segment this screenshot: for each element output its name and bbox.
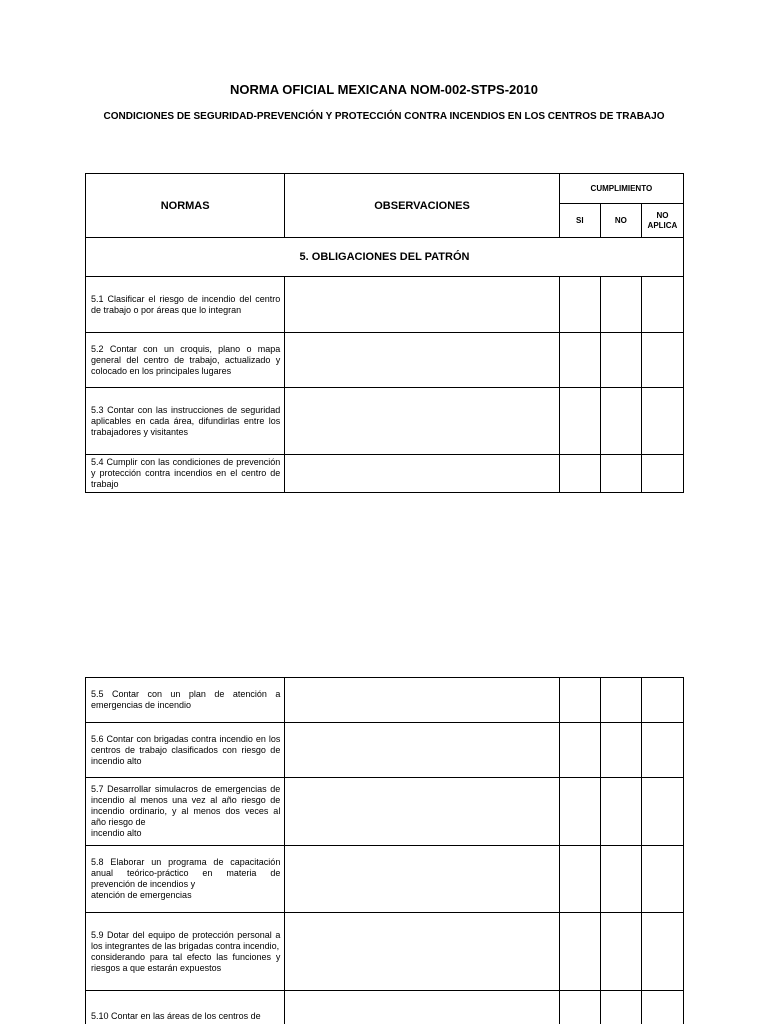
no-cell[interactable]	[600, 388, 641, 455]
norm-text: 5.4 Cumplir con las condiciones de prevención y protección contra incendios en el centro de trabajo	[86, 455, 285, 493]
si-cell[interactable]	[559, 913, 600, 991]
no-aplica-cell[interactable]	[641, 333, 683, 388]
si-cell[interactable]	[559, 277, 600, 333]
observation-cell[interactable]	[285, 388, 559, 455]
observation-cell[interactable]	[285, 455, 559, 493]
no-aplica-cell[interactable]	[641, 846, 683, 913]
si-cell[interactable]	[559, 846, 600, 913]
table-row	[86, 388, 684, 455]
table-row	[86, 455, 684, 493]
observation-cell[interactable]	[285, 333, 559, 388]
header-cumplimiento: CUMPLIMIENTO	[559, 174, 683, 204]
table-row	[86, 333, 684, 388]
no-cell[interactable]	[600, 778, 641, 846]
header-no-aplica: NO APLICA	[641, 204, 683, 238]
si-cell[interactable]	[559, 778, 600, 846]
si-cell[interactable]	[559, 455, 600, 493]
norm-text: 5.3 Contar con las instrucciones de seguridad aplicables en cada área, difundirlas entre los trabajadores y visitantes	[86, 388, 285, 455]
no-aplica-cell[interactable]	[641, 723, 683, 778]
header-observaciones: OBSERVACIONES	[285, 174, 559, 238]
section-row	[86, 238, 684, 277]
si-cell[interactable]	[559, 991, 600, 1024]
no-cell[interactable]	[600, 991, 641, 1024]
no-aplica-cell[interactable]	[641, 913, 683, 991]
table-row	[86, 678, 684, 723]
norm-text: 5.2 Contar con un croquis, plano o mapa general del centro de trabajo, actualizado y colocado en los principales lugares	[86, 333, 285, 388]
no-aplica-cell[interactable]	[641, 455, 683, 493]
compliance-table-2	[85, 677, 684, 1024]
observation-cell[interactable]	[285, 723, 559, 778]
norm-text: 5.6 Contar con brigadas contra incendio en los centros de trabajo clasificados con riesgo de incendio alto	[86, 723, 285, 778]
si-cell[interactable]	[559, 678, 600, 723]
observation-cell[interactable]	[285, 778, 559, 846]
norm-text: 5.9 Dotar del equipo de protección personal a los integrantes de las brigadas contra incendio, considerando para tal efecto las funciones y riesgos a que estarán expuestos	[86, 913, 285, 991]
section-title: 5. OBLIGACIONES DEL PATRÓN	[86, 238, 684, 277]
table-row	[86, 277, 684, 333]
compliance-table-1	[85, 173, 684, 493]
no-cell[interactable]	[600, 846, 641, 913]
no-aplica-cell[interactable]	[641, 678, 683, 723]
no-cell[interactable]	[600, 277, 641, 333]
no-cell[interactable]	[600, 678, 641, 723]
observation-cell[interactable]	[285, 913, 559, 991]
norm-text: 5.10 Contar en las áreas de los centros de	[86, 991, 285, 1024]
observation-cell[interactable]	[285, 678, 559, 723]
norm-text: 5.8 Elaborar un programa de capacitación anual teórico-práctico en materia de prevención de incendios y atención de emergencias	[86, 846, 285, 913]
table-row	[86, 991, 684, 1024]
document-title: NORMA OFICIAL MEXICANA NOM-002-STPS-2010	[230, 82, 538, 97]
no-aplica-cell[interactable]	[641, 991, 683, 1024]
table-row	[86, 723, 684, 778]
norm-text: 5.1 Clasificar el riesgo de incendio del centro de trabajo o por áreas que lo integran	[86, 277, 285, 333]
table-row	[86, 846, 684, 913]
norm-text: 5.7 Desarrollar simulacros de emergencias de incendio al menos una vez al año riesgo de incendio ordinario, y al menos dos veces al año riesgo de incendio alto	[86, 778, 285, 846]
no-cell[interactable]	[600, 913, 641, 991]
table-row	[86, 778, 684, 846]
no-cell[interactable]	[600, 723, 641, 778]
header-no: NO	[600, 204, 641, 238]
no-aplica-cell[interactable]	[641, 277, 683, 333]
si-cell[interactable]	[559, 723, 600, 778]
no-aplica-cell[interactable]	[641, 388, 683, 455]
table-row	[86, 913, 684, 991]
header-normas: NORMAS	[86, 174, 285, 238]
observation-cell[interactable]	[285, 277, 559, 333]
header-row-top	[86, 174, 684, 204]
no-aplica-cell[interactable]	[641, 778, 683, 846]
si-cell[interactable]	[559, 333, 600, 388]
norm-text: 5.5 Contar con un plan de atención a emergencias de incendio	[86, 678, 285, 723]
no-cell[interactable]	[600, 455, 641, 493]
no-cell[interactable]	[600, 333, 641, 388]
document-subtitle: CONDICIONES DE SEGURIDAD-PREVENCIÓN Y PROTECCIÓN CONTRA INCENDIOS EN LOS CENTROS DE TRABAJO	[103, 111, 665, 122]
observation-cell[interactable]	[285, 991, 559, 1024]
observation-cell[interactable]	[285, 846, 559, 913]
si-cell[interactable]	[559, 388, 600, 455]
header-si: SI	[559, 204, 600, 238]
